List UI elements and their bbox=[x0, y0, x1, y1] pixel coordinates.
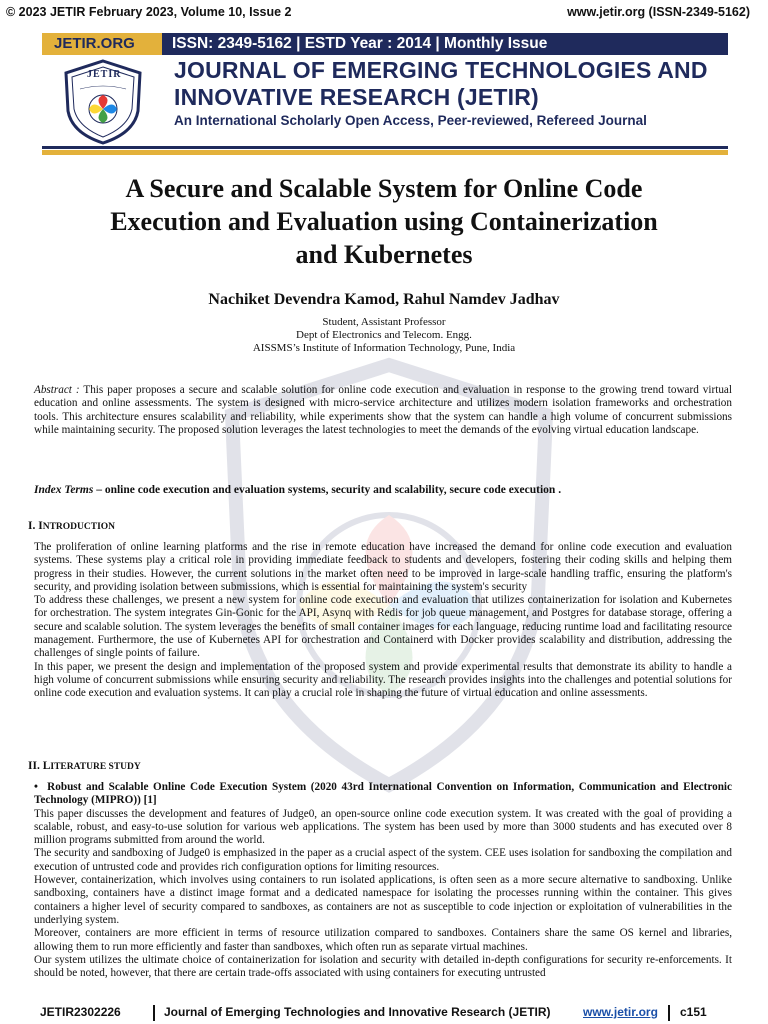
abstract-text: This paper proposes a secure and scalable solution for online code execution and evaluation in response to the growing trend toward virtual education and online assessments. The system is designed with micro-service architecture and utilizes modern isolation frameworks and orchestration tools. This architecture ensures scalability and reliability, while experiments show that the system can handle a high volume of concurrent submissions while maintaining security. The proposed solution leverages the latest technologies to meet the demands of the evolving virtual education landscape. bbox=[34, 384, 733, 436]
paragraph: Our system utilizes the ultimate choice of containerization for isolation and security with detailed in-depth configurations for security re-enforcements. It should be noted, however, that there are certain trade-offs associated with using containers for executing untrusted bbox=[34, 953, 732, 980]
header-citation: © 2023 JETIR February 2023, Volume 10, Issue 2 bbox=[6, 5, 292, 19]
paragraph: Moreover, containers are more efficient in terms of resource utilization compared to sandboxes. Containers share the same OS kernel and libraries, allowing them to run more efficiently and faster than sandboxes, which often run as separate virtual machines. bbox=[34, 927, 732, 953]
divider bbox=[668, 1005, 670, 1021]
paragraph: The security and sandboxing of Judge0 is emphasized in the paper as a crucial aspect of the system. CEE uses isolation for sandboxing the compilation and execution of untrusted code and provides rich configuration options for limiting resources. bbox=[34, 847, 732, 873]
paper-title: A Secure and Scalable System for Online Code Execution and Evaluation using Containerization and Kubernetes bbox=[110, 174, 658, 269]
paragraph: This paper discusses the development and features of Judge0, an open-source online code execution system. It was created with the goal of providing a scalable, robust, and easy-to-use solution for various web applications. The system has been used by more than 3000 students and has executed over 8 million programs submitted from around the world. bbox=[34, 807, 732, 847]
bullet-icon: • bbox=[34, 781, 48, 793]
section-heading-introduction: I. INTRODUCTION bbox=[28, 520, 116, 532]
brand-label: JETIR.ORG bbox=[54, 35, 135, 52]
brand-box bbox=[42, 33, 164, 55]
journal-title: JOURNAL OF EMERGING TECHNOLOGIES AND INNOVATIVE RESEARCH (JETIR) bbox=[174, 57, 708, 110]
journal-subtitle: An International Scholarly Open Access, Peer-reviewed, Refereed Journal bbox=[174, 113, 647, 128]
literature-body bbox=[34, 781, 732, 980]
abstract bbox=[34, 384, 732, 437]
header-website: www.jetir.org (ISSN-2349-5162) bbox=[567, 5, 750, 19]
issn-line: ISSN: 2349-5162 | ESTD Year : 2014 | Monthly Issue bbox=[172, 35, 548, 52]
index-terms-text: – online code execution and evaluation systems, security and scalability, secure code execution . bbox=[93, 484, 562, 496]
footer-journal: Journal of Emerging Technologies and Innovative Research (JETIR) bbox=[164, 1005, 551, 1019]
paper-authors: Nachiket Devendra Kamod, Rahul Namdev Jadhav bbox=[208, 291, 560, 308]
logo-text: JETIR bbox=[87, 69, 122, 80]
journal-banner bbox=[42, 33, 728, 156]
paragraph: In this paper, we present the design and implementation of the proposed system and provide experimental results that demonstrate its ability to handle a high volume of concurrent submissions while ensuring security and reliability. The research provides insights into the challenges and potential solutions for online code execution and evaluation systems. It can play a crucial role in shaping the future of virtual education and online assessments. bbox=[34, 660, 732, 700]
abstract-label: Abstract : bbox=[34, 384, 80, 396]
banner-rule bbox=[42, 146, 728, 149]
footer-site-link[interactable]: www.jetir.org bbox=[583, 1005, 658, 1019]
section-heading-literature: II. LITERATURE STUDY bbox=[28, 760, 141, 772]
paragraph: To address these challenges, we present a new system for online code execution and evaluation that utilizes containerization for isolation and Kubernetes for orchestration. The system integrates Gin-Gonic for the API, Asynq with Redis for job queue management, and Postgres for database storage, offering a secure and scalable solution. The system leverages the benefits of small container images for each language, reducing runtime load and facilitating resource management. Furthermore, the use of Kubernetes API for orchestration and Containerd with Docker provides scalability and distribution, addressing the challenges of single points of failure. bbox=[34, 594, 732, 660]
issn-bar bbox=[162, 33, 728, 55]
banner-rule-gold bbox=[42, 150, 728, 155]
divider bbox=[153, 1005, 155, 1021]
footer-page-number: c151 bbox=[680, 1005, 707, 1019]
list-item: • Robust and Scalable Online Code Execution System (2020 43rd International Convention on Information, Communication and Electronic Technology (MIPRO)) [1] bbox=[34, 781, 732, 807]
paragraph: However, containerization, which involves using containers to run isolated applications, is often seen as a more secure alternative to sandboxing. Unlike sandboxing, containers have a distinct image format and a dedicated namespace for isolating the processes running within the container. This gives containers a higher level of security compared to sandboxes, as containers are not as susceptible to code injection or exploitation of vulnerabilities in the underlying system. bbox=[34, 874, 732, 926]
footer-paper-id: JETIR2302226 bbox=[40, 1005, 121, 1019]
author-affiliation: Student, Assistant Professor Dept of Electronics and Telecom. Engg. AISSMS’s Institute of Information Technology, Pune, India bbox=[252, 316, 516, 354]
index-terms-label: Index Terms bbox=[34, 484, 94, 496]
index-terms bbox=[34, 484, 732, 497]
introduction-body bbox=[34, 541, 732, 701]
page-footer bbox=[40, 1003, 728, 1021]
paragraph: The proliferation of online learning platforms and the rise in remote education have increased the demand for online code execution and evaluation systems. These systems play a critical role in providing immediate feedback to students and developers, fostering their coding skills and helping them progress in their studies. However, the current solutions in the market often need to be improved in large-scale handling traffic, ensuring the platform's security, and providing isolation between submissions, which is essential for maintaining the system's security bbox=[34, 541, 732, 593]
page-header bbox=[0, 0, 768, 26]
